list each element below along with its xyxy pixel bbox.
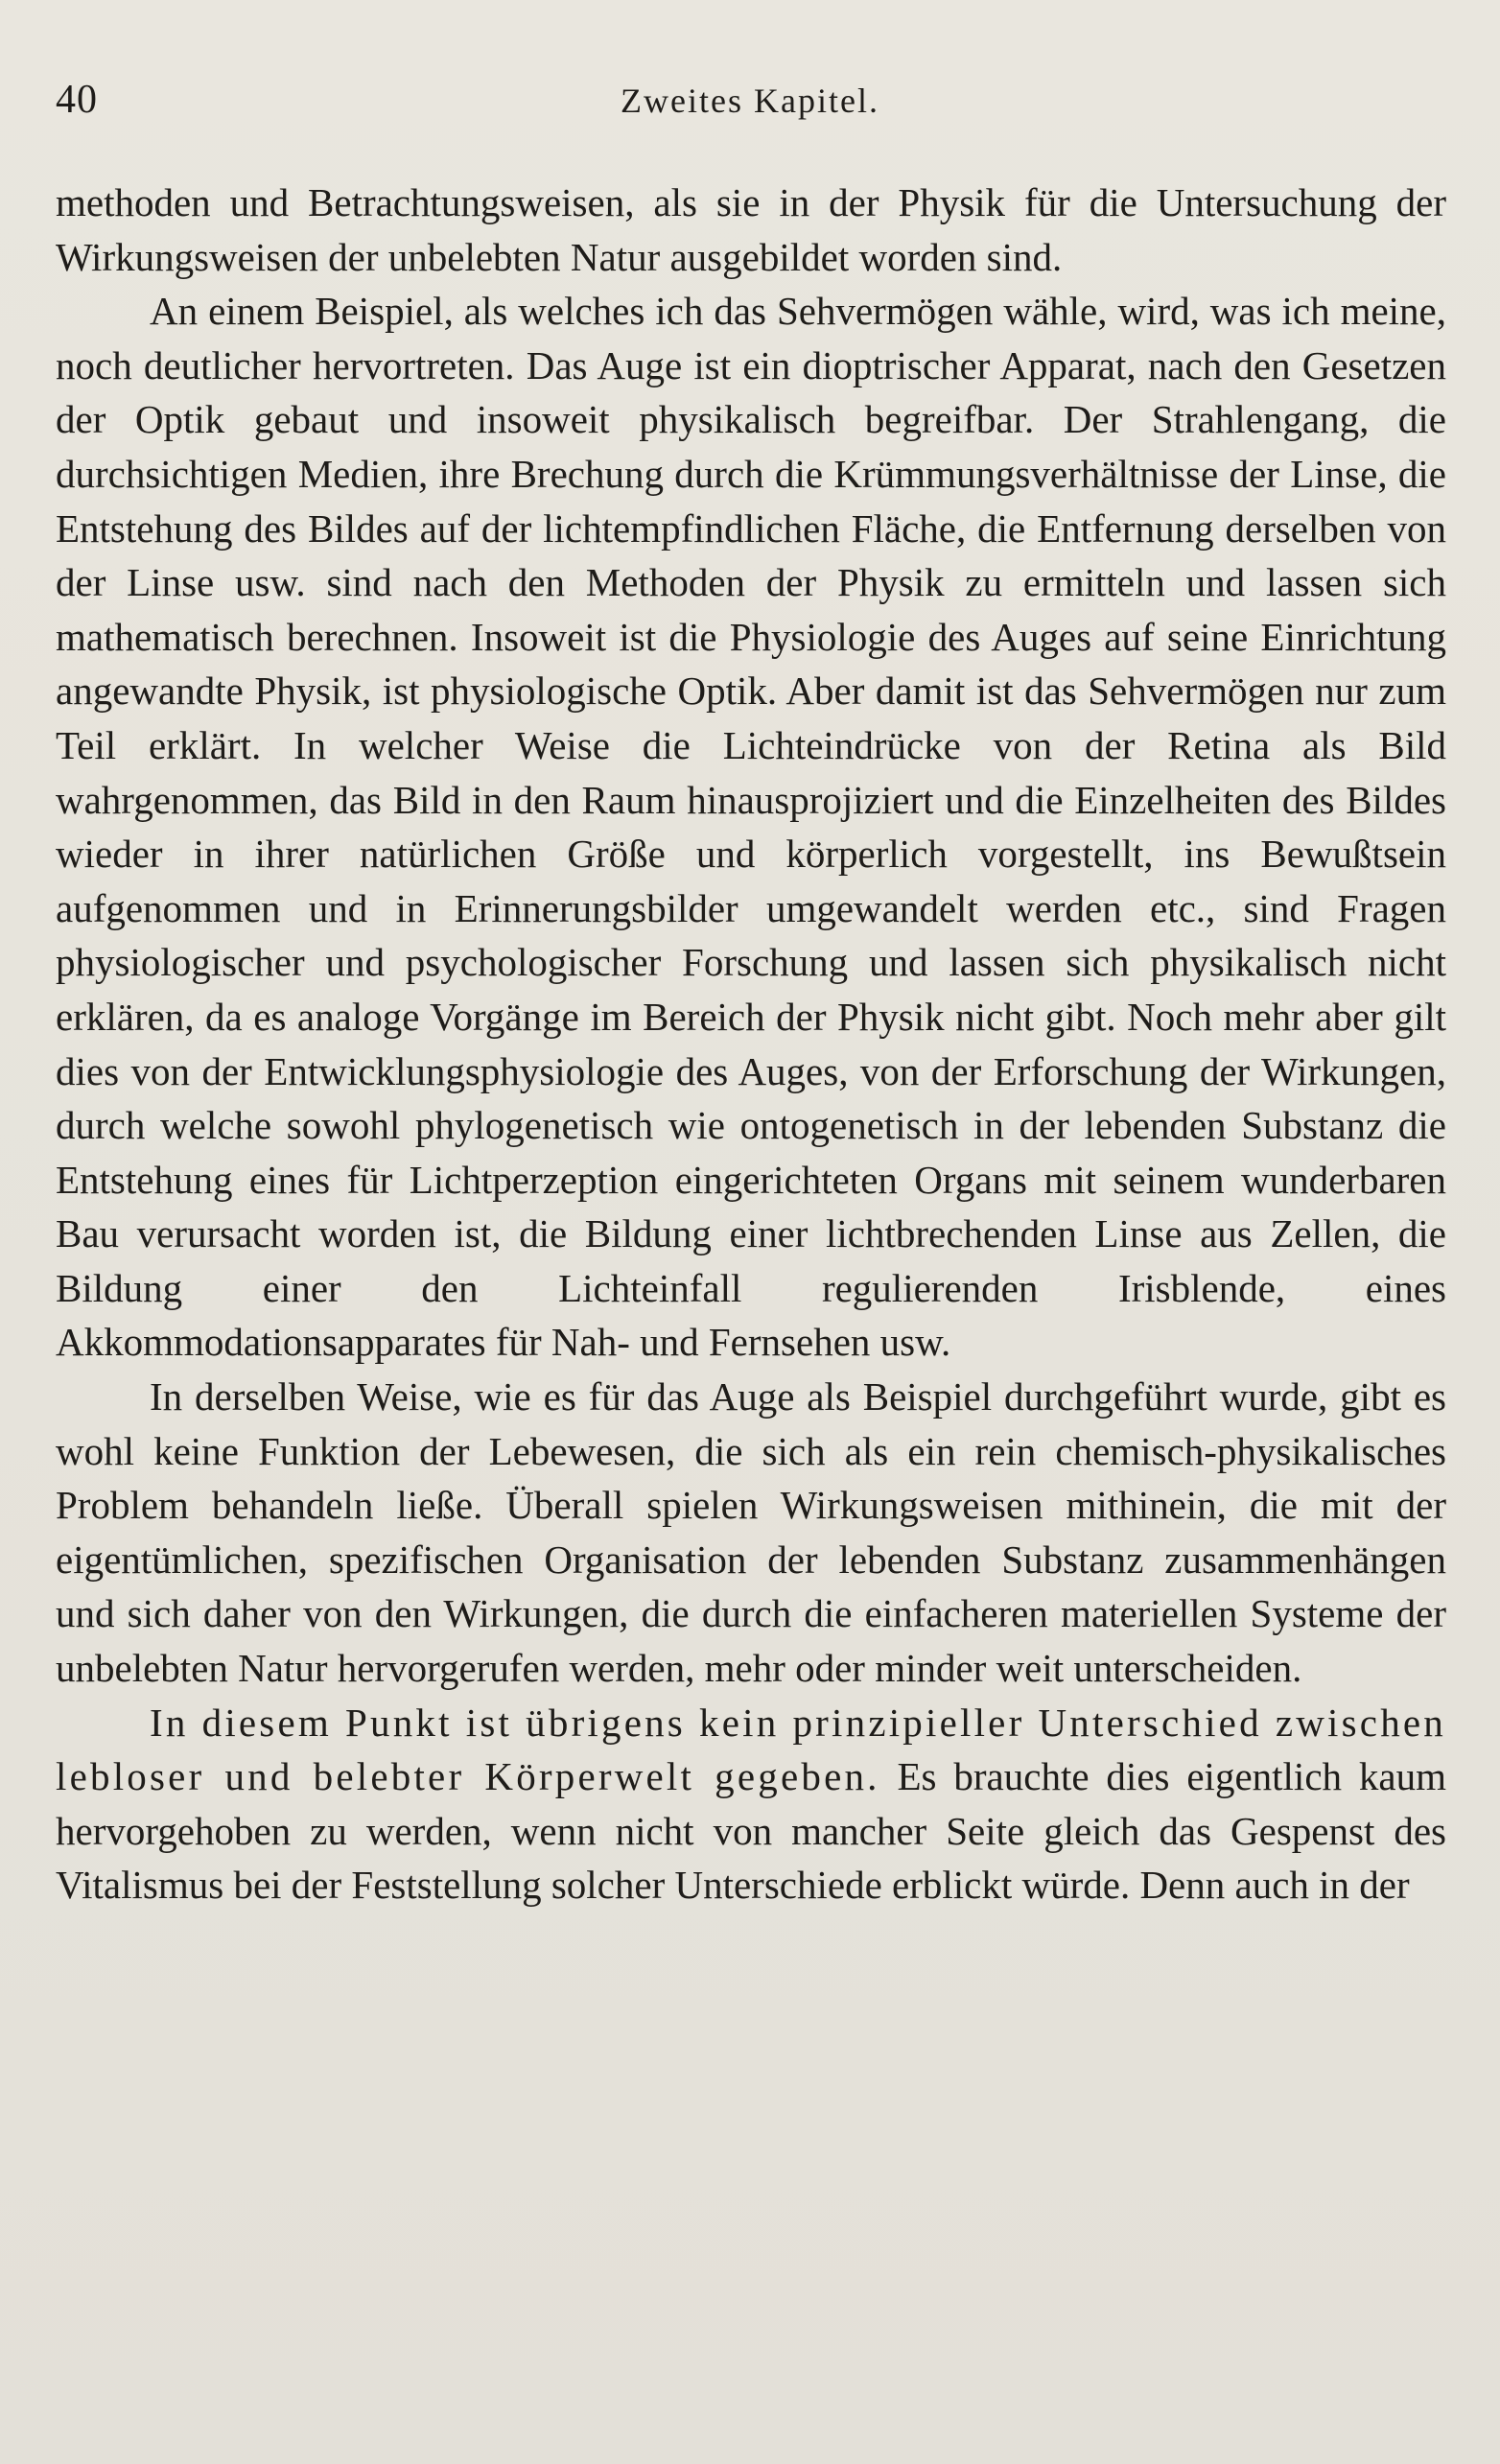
body-text bbox=[56, 176, 1446, 1913]
spaced-emphasis-text: In diesem Punkt ist übrigens kein prinzipieller Unterschied zwischen lebloser und belebter Körperwelt gegeben. bbox=[56, 1700, 1446, 1799]
paragraph-functions: In derselben Weise, wie es für das Auge als Beispiel durchgeführt wurde, gibt es wohl keine Funktion der Lebewesen, die sich als ein rein chemisch-physikalisches Problem behandeln ließe. Überall spielen Wirkungsweisen mithinein, die mit der eigentümlichen, spezifischen Organisation der lebenden Substanz zusammenhängen und sich daher von den Wirkungen, die durch die einfacheren materiellen Systeme der unbelebten Natur hervorgerufen werden, mehr oder minder weit unterscheiden. bbox=[56, 1374, 1446, 1691]
running-head: Zweites Kapitel. bbox=[621, 82, 879, 120]
paragraph-eye-example: An einem Beispiel, als welches ich das Sehvermögen wähle, wird, was ich meine, noch deutlicher hervortreten. Das Auge ist ein dioptrischer Apparat, nach den Gesetzen der Optik gebaut und insoweit physikalisch begreifbar. Der Strahlengang, die durchsichtigen Medien, ihre Brechung durch die Krümmungsverhältnisse der Linse, die Entstehung des Bildes auf der lichtempfindlichen Fläche, die Entfernung derselben von der Linse usw. sind nach den Methoden der Physik zu ermitteln und lassen sich mathematisch berechnen. Insoweit ist die Physiologie des Auges auf seine Einrichtung angewandte Physik, ist physiologische Optik. Aber damit ist das Sehvermögen nur zum Teil erklärt. In welcher Weise die Lichteindrücke von der Retina als Bild wahrgenommen, das Bild in den Raum hinausprojiziert und die Einzelheiten des Bildes wieder in ihrer natürlichen Größe und körperlich vorgestellt, ins Bewußtsein aufgenommen und in Erinnerungsbilder umgewandelt werden etc., sind Fragen physiologischer und psychologischer Forschung und lassen sich physikalisch nicht erklären, da es analoge Vorgänge im Bereich der Physik nicht gibt. Noch mehr aber gilt dies von der Entwicklungsphysiologie des Auges, von der Erforschung der Wirkungen, durch welche sowohl phylogenetisch wie ontogenetisch in der lebenden Substanz die Entstehung eines für Lichtperzeption eingerichteten Organs mit seinem wunderbaren Bau verursacht worden ist, die Bildung einer lichtbrechenden Linse aus Zellen, die Bildung einer den Lichteinfall regulierenden Irisblende, eines Akkommodationsapparates für Nah- und Fernsehen usw. bbox=[56, 289, 1446, 1365]
page-header bbox=[56, 77, 1444, 134]
page-number: 40 bbox=[56, 78, 98, 122]
paragraph-remainder: Es brauchte dies eigentlich kaum hervorgehoben zu werden, wenn nicht von mancher Seite gleich das Gespenst des Vitalismus bei der Feststellung solcher Unterschiede erblickt würde. Denn auch in der bbox=[56, 1754, 1446, 1908]
paragraph-continued: methoden und Betrachtungsweisen, als sie in der Physik für die Untersuchung der Wirkungsweisen der unbelebten Natur ausgebildet worden sind. bbox=[56, 180, 1446, 279]
paragraph-vitalism bbox=[56, 1696, 1446, 1913]
